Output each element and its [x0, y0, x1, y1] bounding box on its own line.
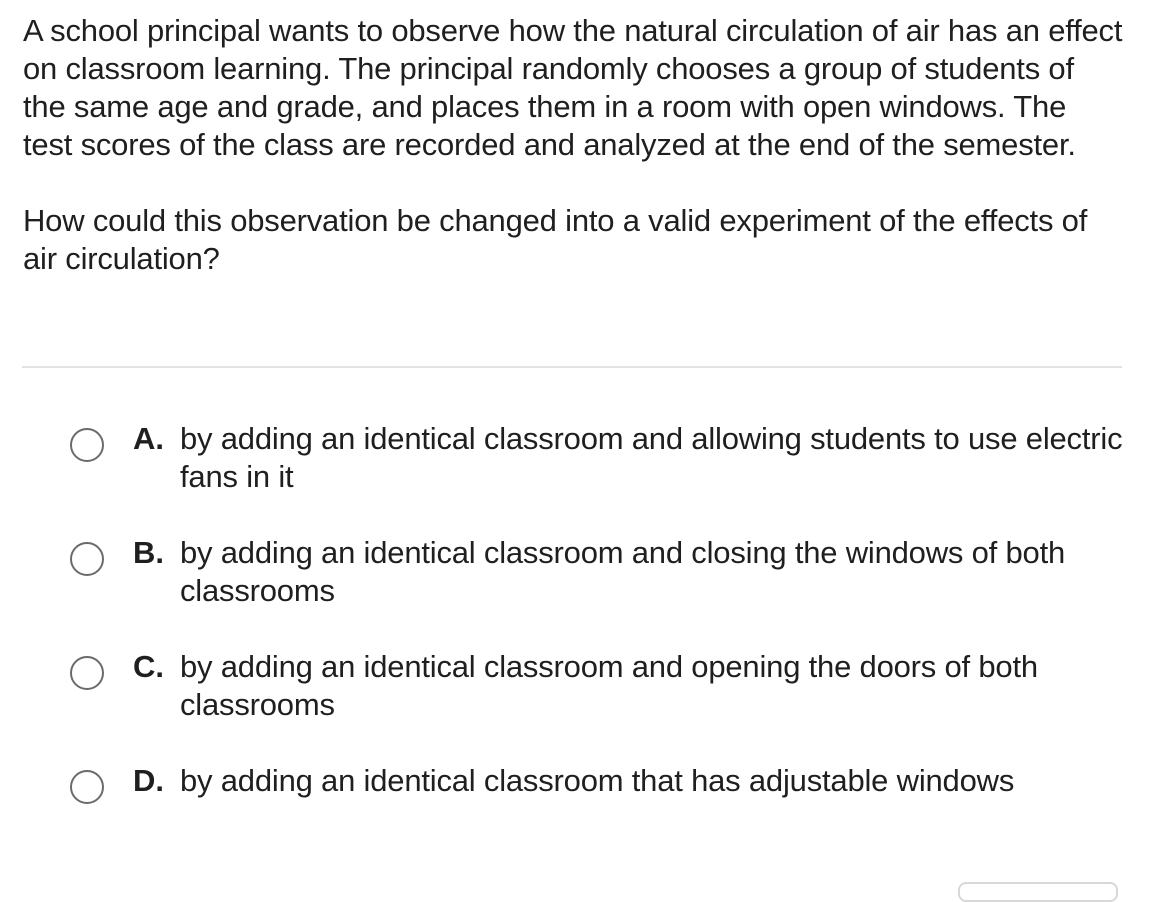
choice-d-text: by adding an identical classroom that has adjustable windows	[180, 763, 1015, 798]
choice-a[interactable]	[70, 420, 1130, 500]
radio-unselected-icon[interactable]	[70, 656, 104, 690]
radio-unselected-icon[interactable]	[70, 542, 104, 576]
choice-d[interactable]	[70, 762, 1130, 806]
choice-c[interactable]	[70, 648, 1130, 728]
divider	[22, 366, 1122, 368]
answer-choices	[70, 420, 1130, 806]
choice-a-text: by adding an identical classroom and allowing students to use electric fans in it	[180, 421, 1123, 494]
choice-a-letter: A.	[133, 421, 164, 456]
question-stem	[23, 12, 1123, 278]
choice-b-text: by adding an identical classroom and closing the windows of both classrooms	[180, 535, 1066, 608]
choice-d-letter: D.	[133, 763, 164, 798]
question-passage: A school principal wants to observe how the natural circulation of air has an effect on classroom learning. The principal randomly chooses a group of students of the same age and grade, and places them in a room with open windows. The test scores of the class are recorded and analyzed at the end of the semester.	[23, 13, 1123, 162]
question-prompt: How could this observation be changed into a valid experiment of the effects of air circulation?	[23, 203, 1088, 276]
choice-b[interactable]	[70, 534, 1130, 614]
choice-b-letter: B.	[133, 535, 164, 570]
radio-unselected-icon[interactable]	[70, 428, 104, 462]
choice-c-text: by adding an identical classroom and opening the doors of both classrooms	[180, 649, 1038, 722]
radio-unselected-icon[interactable]	[70, 770, 104, 804]
choice-c-letter: C.	[133, 649, 164, 684]
bottom-button-edge[interactable]	[958, 882, 1118, 902]
